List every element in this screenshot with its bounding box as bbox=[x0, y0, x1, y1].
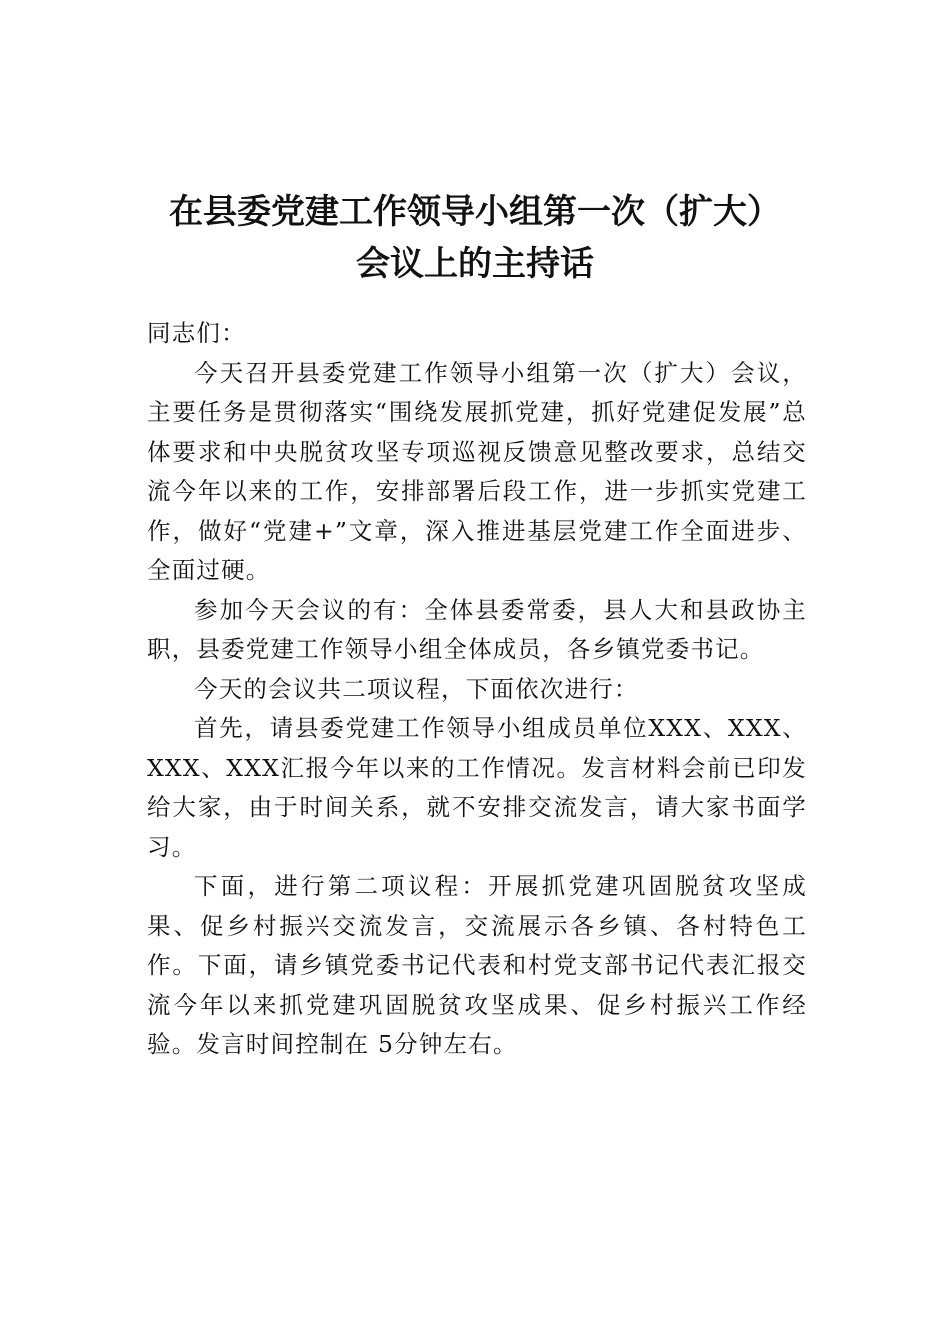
title-line-1: 在县委党建工作领导小组第一次（扩大） bbox=[169, 192, 781, 232]
paragraph-second-item: 下面，进行第二项议程：开展抓党建巩固脱贫攻坚成果、促乡村振兴交流发言，交流展示各乡镇、各村特色工作。下面，请乡镇党委书记代表和村党支部书记代表汇报交流今年以来抓党建巩固脱贫攻坚成果、促乡村振兴工作经验。发言时间控制在 5分钟左右。 bbox=[147, 872, 807, 1058]
paragraph-attendees: 参加今天会议的有：全体县委常委，县人大和县政协主职，县委党建工作领导小组全体成员，各乡镇党委书记。 bbox=[147, 595, 807, 663]
greeting: 同志们： bbox=[147, 319, 246, 347]
document-body bbox=[147, 314, 807, 1065]
paragraph-agenda: 今天的会议共二项议程，下面依次进行： bbox=[194, 674, 639, 703]
title-line-2: 会议上的主持话 bbox=[356, 244, 594, 284]
paragraph-purpose: 今天召开县委党建工作领导小组第一次（扩大）会议，主要任务是贯彻落实“围绕发展抓党建，抓好党建促发展”总体要求和中央脱贫攻坚专项巡视反馈意见整改要求，总结交流今年以来的工作，安排部署后段工作，进一步抓实党建工作，做好“党建+”文章，深入推进基层党建工作全面进步、全面过硬。 bbox=[147, 358, 807, 584]
document-title bbox=[0, 186, 950, 290]
paragraph-first-item: 首先，请县委党建工作领导小组成员单位XXX、XXX、XXX、XXX汇报今年以来的工作情况。发言材料会前已印发给大家，由于时间关系，就不安排交流发言，请大家书面学习。 bbox=[147, 714, 807, 861]
